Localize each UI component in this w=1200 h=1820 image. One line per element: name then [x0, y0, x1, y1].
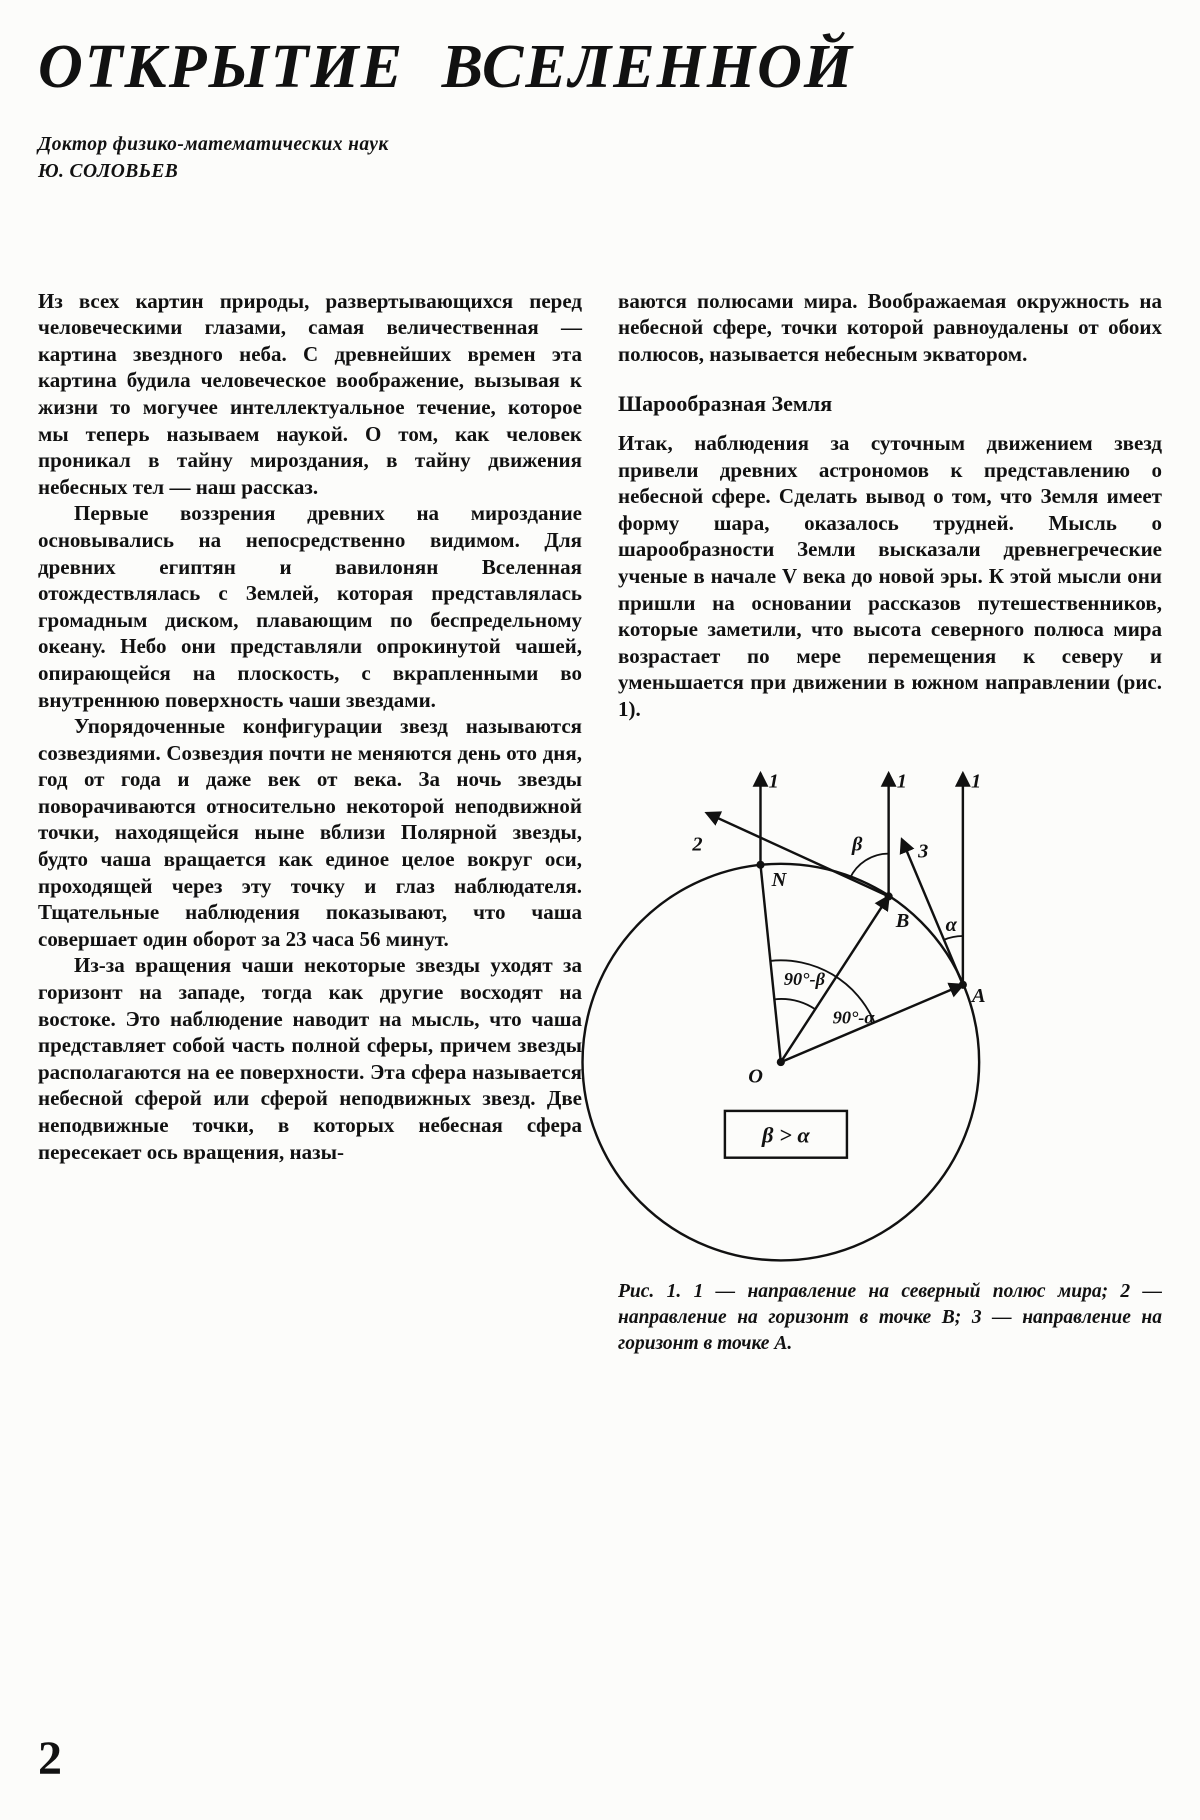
point-O: [777, 1058, 785, 1066]
beta-angle-arc: [850, 853, 889, 878]
page-number: 2: [38, 1732, 62, 1785]
author-block: [38, 131, 1162, 186]
point-N: [756, 860, 764, 868]
label-90-minus-alpha: 90°-α: [832, 1006, 875, 1027]
radius-ON: [760, 864, 780, 1061]
label-1-at-N: 1: [768, 770, 779, 793]
label-3: 3: [918, 840, 929, 863]
label-beta-greater-alpha: β > α: [762, 1121, 810, 1147]
article-title: ОТКРЫТИЕ ВСЕЛЕННОЙ: [38, 33, 855, 101]
body-paragraph-continuation: ваются полюсами мира. Воображаемая окружность на небесной сфере, точки которой равноудалены от обоих полюсов, называется небесным экватором.: [618, 288, 1162, 366]
label-beta: β: [852, 833, 863, 856]
figure-1-caption: Рис. 1. 1 — направление на северный полюс мира; 2 — направление на горизонт в точке B; 3 — направление на горизонт в точке A.: [618, 1281, 1162, 1355]
point-B: [885, 892, 893, 900]
section-heading: Шарообразная Земля: [618, 391, 833, 417]
label-N: N: [771, 868, 787, 891]
point-A: [959, 980, 967, 988]
author-name: Ю. СОЛОВЬЕВ: [38, 161, 179, 183]
label-A: A: [972, 984, 986, 1007]
body-paragraph: Упорядоченные конфигурации звезд называются созвездиями. Созвездия почти не меняются день ото дня, год от года и даже век от века. За ночь звезды поворачиваются относительно некоторой неподвижной точки, находящейся ныне вблизи Полярной звезды, будто чаша вращается как единое целое вокруг оси, проходящей через эту точку и глаз наблюдателя. Тщательные наблюдения показывают, что чаша совершает один оборот за 23 часа 56 минут.: [38, 714, 582, 951]
author-degree: Доктор физико-математических наук: [38, 134, 389, 155]
label-O: O: [748, 1064, 763, 1087]
label-90-minus-beta: 90°-β: [783, 968, 825, 989]
label-1-at-A: 1: [971, 770, 982, 793]
label-alpha: α: [945, 913, 957, 936]
body-paragraph: Итак, наблюдения за суточным движением звезд привели древних астрономов к представлению о небесной сфере. Сделать вывод о том, что Земля имеет форму шара, оказалось трудней. Мысль о шарообразности Земли высказали древнегреческие ученые в начале V века до новой эры. К этой мысли они пришли на основании рассказов путешественников, которые заметили, что высота северного полюса мира возрастает по мере перемещения к северу и уменьшается при движении в южном направлении (рис. 1).: [618, 430, 1162, 721]
alpha-angle-arc: [944, 935, 963, 939]
label-B: B: [895, 909, 910, 932]
figure-1: [618, 757, 1162, 1358]
right-column: [618, 288, 1162, 1358]
ninety-minus-beta-arc: [774, 999, 815, 1009]
body-paragraph: Из всех картин природы, развертывающихся перед человеческими глазами, самая величественная — картина звездного неба. С древнейших времен эта картина будила человеческое воображение, вызывая к жизни то могучее интеллектуальное течение, которое мы теперь называем наукой. О том, как человек проникал в тайну мироздания, в тайну движения небесных тел — наш рассказ.: [38, 288, 582, 499]
body-paragraph: Из-за вращения чаши некоторые звезды уходят за горизонт на западе, тогда как другие восходят на востоке. Это наблюдение наводит на мысль, что чаша представляет собой часть полной сферы, причем звезды располагаются на ее поверхности. Эта сфера называется небесной сферой или сферой неподвижных звезд. Две неподвижные точки, в которых небесная сфера пересекает ось вращения, назы-: [38, 953, 582, 1164]
label-2: 2: [692, 833, 703, 856]
earth-pole-angle-diagram: [552, 757, 1030, 1266]
body-paragraph: Первые воззрения древних на мироздание основывались на непосредственно видимом. Для древних египтян и вавилонян Вселенная отождествлялась с Землей, которая представлялась громадным диском, плавающим по беспредельному океану. Небо они представляли опрокинутой чашей, опирающейся на плоскость, с вкрапленными во внутреннюю поверхность чаши звездами.: [38, 501, 582, 712]
two-column-layout: [38, 288, 1162, 1358]
left-column: [38, 288, 582, 1358]
label-1-at-B: 1: [896, 770, 907, 793]
